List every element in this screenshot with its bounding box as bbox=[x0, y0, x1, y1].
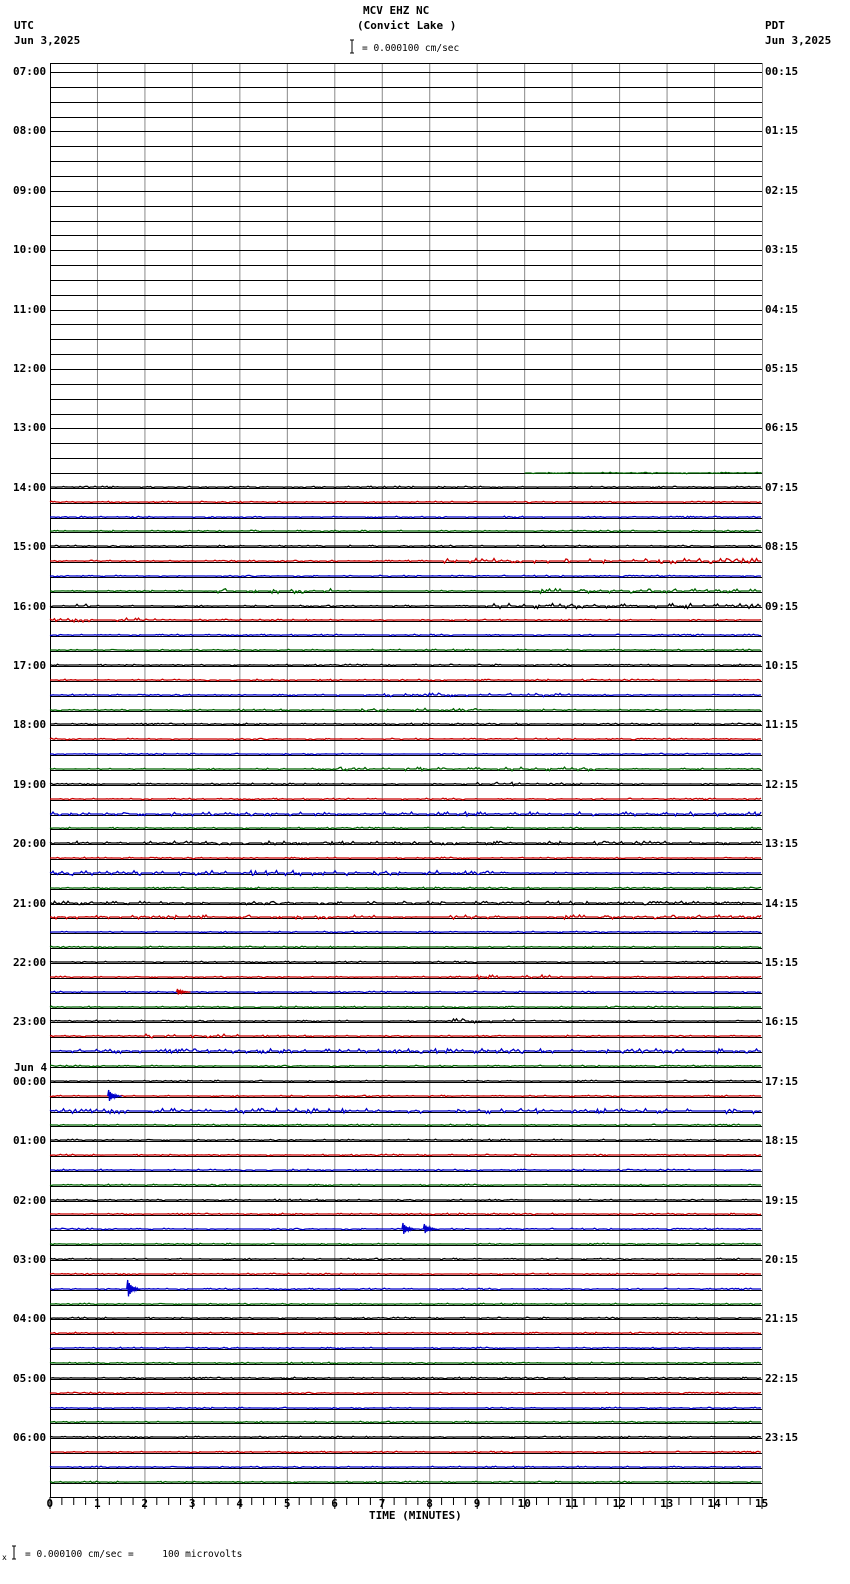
utc-hour-label: 21:00 bbox=[13, 896, 47, 910]
utc-hour-label: 08:00 bbox=[13, 124, 47, 138]
pdt-hour-label: 11:15 bbox=[765, 718, 799, 732]
utc-hour-label: 23:00 bbox=[13, 1015, 47, 1029]
utc-hour-label: 02:00 bbox=[13, 1193, 47, 1207]
utc-hour-label: 13:00 bbox=[13, 421, 47, 435]
pdt-hour-label: 18:15 bbox=[765, 1134, 799, 1148]
x-tick-label: 6 bbox=[331, 1497, 338, 1510]
x-tick-label: 0 bbox=[46, 1497, 54, 1510]
utc-hour-label: 15:00 bbox=[13, 540, 47, 554]
utc-hour-label: 19:00 bbox=[13, 777, 47, 791]
right-date: Jun 3,2025 bbox=[765, 34, 832, 47]
x-tick-label: 15 bbox=[755, 1497, 769, 1510]
left-date: Jun 3,2025 bbox=[14, 34, 81, 47]
footer-scale-bar-icon bbox=[10, 1545, 18, 1561]
x-tick-label: 14 bbox=[707, 1497, 721, 1510]
footer-scale-legend: = 0.000100 cm/sec = 100 microvolts bbox=[25, 1549, 243, 1560]
x-tick-label: 11 bbox=[565, 1497, 579, 1510]
x-tick-label: 8 bbox=[426, 1497, 433, 1510]
left-timezone: UTC bbox=[14, 19, 34, 32]
scale-legend: = 0.000100 cm/sec bbox=[362, 43, 460, 54]
utc-hour-label: 20:00 bbox=[13, 837, 47, 851]
pdt-hour-label: 20:15 bbox=[765, 1253, 799, 1266]
pdt-hour-label: 02:15 bbox=[765, 183, 799, 197]
utc-hour-label: 03:00 bbox=[13, 1253, 47, 1266]
station-title: MCV EHZ NC bbox=[363, 4, 430, 17]
x-tick-label: 1 bbox=[93, 1497, 101, 1510]
pdt-hour-label: 07:15 bbox=[765, 480, 799, 494]
pdt-hour-label: 19:15 bbox=[765, 1193, 799, 1207]
pdt-hour-label: 01:15 bbox=[765, 124, 799, 138]
x-tick-label: 2 bbox=[141, 1497, 149, 1510]
footer-prefix: x bbox=[2, 1553, 7, 1562]
utc-hour-label: 16:00 bbox=[13, 599, 47, 613]
pdt-hour-label: 17:15 bbox=[765, 1074, 799, 1088]
x-tick-label: 12 bbox=[612, 1497, 626, 1510]
x-tick-label: 10 bbox=[517, 1497, 531, 1510]
utc-hour-label: 00:00 bbox=[13, 1074, 47, 1088]
utc-hour-label: 10:00 bbox=[13, 243, 47, 257]
right-timezone: PDT bbox=[765, 19, 785, 32]
date-change-label: Jun 4 bbox=[14, 1060, 48, 1074]
utc-hour-label: 22:00 bbox=[13, 956, 47, 969]
pdt-hour-label: 09:15 bbox=[765, 599, 799, 613]
utc-hour-label: 07:00 bbox=[13, 65, 47, 78]
pdt-hour-label: 05:15 bbox=[765, 362, 799, 375]
utc-hour-label: 12:00 bbox=[13, 362, 47, 375]
pdt-hour-label: 06:15 bbox=[765, 421, 799, 435]
x-tick-label: 4 bbox=[236, 1497, 243, 1510]
pdt-hour-label: 21:15 bbox=[765, 1312, 799, 1326]
pdt-hour-label: 10:15 bbox=[765, 659, 799, 672]
x-tick-label: 9 bbox=[473, 1497, 481, 1510]
utc-hour-label: 04:00 bbox=[13, 1312, 47, 1326]
pdt-hour-label: 00:15 bbox=[765, 65, 799, 78]
pdt-hour-label: 23:15 bbox=[765, 1431, 799, 1445]
x-tick-label: 7 bbox=[378, 1497, 386, 1510]
pdt-hour-label: 12:15 bbox=[765, 777, 799, 791]
utc-hour-label: 09:00 bbox=[13, 183, 47, 197]
x-tick-label: 13 bbox=[660, 1497, 674, 1510]
pdt-hour-label: 08:15 bbox=[765, 540, 799, 554]
utc-hour-label: 18:00 bbox=[13, 718, 47, 732]
utc-hour-label: 11:00 bbox=[13, 302, 47, 316]
pdt-hour-label: 03:15 bbox=[765, 243, 799, 257]
x-tick-label: 3 bbox=[188, 1497, 196, 1510]
pdt-hour-label: 16:15 bbox=[765, 1015, 799, 1029]
utc-hour-label: 14:00 bbox=[13, 480, 47, 494]
utc-hour-label: 05:00 bbox=[13, 1371, 47, 1385]
utc-hour-label: 06:00 bbox=[13, 1431, 47, 1445]
x-tick-label: 5 bbox=[283, 1497, 291, 1510]
pdt-hour-label: 13:15 bbox=[765, 837, 799, 851]
pdt-hour-label: 15:15 bbox=[765, 956, 799, 969]
utc-hour-label: 17:00 bbox=[13, 659, 47, 672]
pdt-hour-label: 22:15 bbox=[765, 1371, 799, 1385]
pdt-hour-label: 14:15 bbox=[765, 896, 799, 910]
utc-hour-label: 01:00 bbox=[13, 1134, 47, 1148]
pdt-hour-label: 04:15 bbox=[765, 302, 799, 316]
station-location: (Convict Lake ) bbox=[357, 19, 457, 32]
x-axis-title: TIME (MINUTES) bbox=[369, 1509, 462, 1522]
